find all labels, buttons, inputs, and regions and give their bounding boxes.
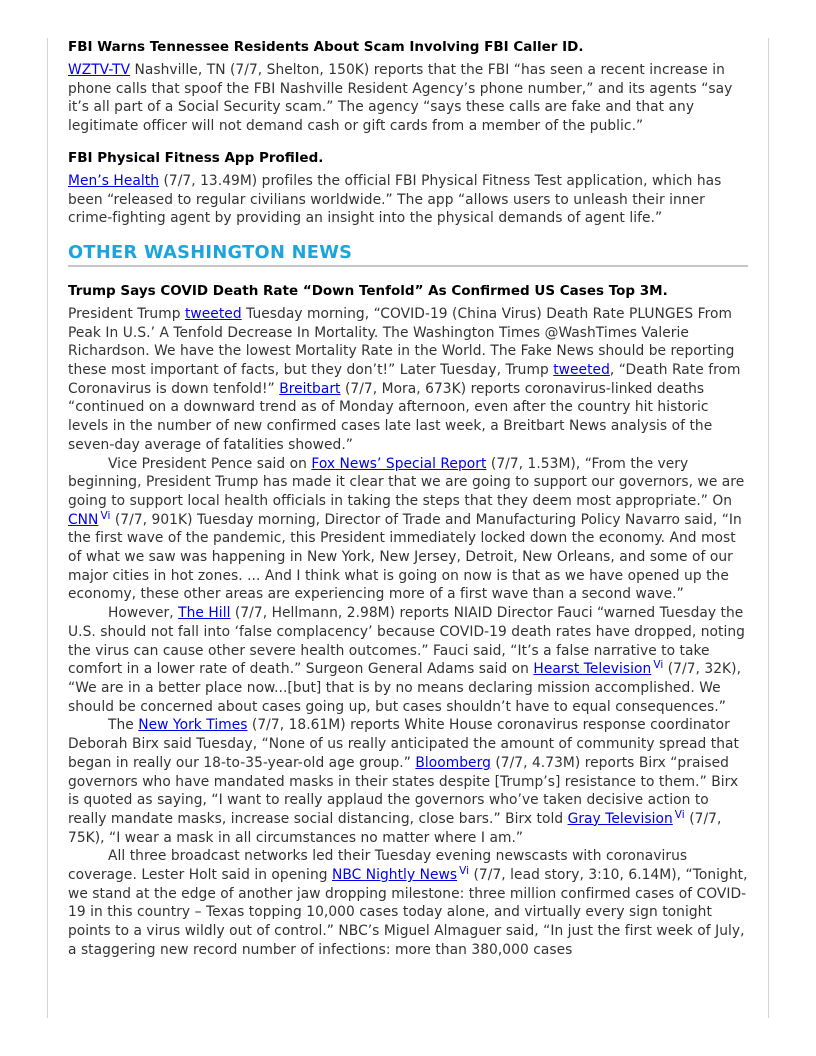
- link-fox-news[interactable]: Fox News’ Special Report: [311, 455, 487, 472]
- right-margin-rule: [768, 38, 769, 1018]
- video-clip-icon[interactable]: Vi: [459, 865, 470, 878]
- link-tweeted-1[interactable]: tweeted: [184, 305, 242, 322]
- video-clip-icon[interactable]: Vi: [100, 509, 111, 522]
- link-breitbart[interactable]: Breitbart: [279, 380, 341, 397]
- story-headline-fitness-app: FBI Physical Fitness App Profiled.: [68, 149, 324, 166]
- paragraph-broadcast-networks: All three broadcast networks led their Tuesday evening newscasts with coronavirus coverage. Lester Holt said in opening NBC Nightly News $^{Vi}$ (7/7, lead story, 3:10, 6.14M), “Tonight, we stand at the edge of another jaw dropping milestone: three million confirmed cases of COVID-19 in this country – Texas topping 10,000 cases today alone, and virtually every sign tonight points to a virus wildly out of control.” NBC’s Miguel Almaguer said, “In just the first week of July, a staggering new record number of infections: more than 380,000 cases: [68, 848, 748, 958]
- video-clip-icon[interactable]: Vi: [653, 659, 664, 672]
- story-headline-fbi-scam: FBI Warns Tennessee Residents About Scam Involving FBI Caller ID.: [68, 39, 584, 55]
- link-hearst-television[interactable]: Hearst Television: [533, 661, 652, 678]
- link-the-hill[interactable]: The Hill: [178, 605, 231, 622]
- link-bloomberg[interactable]: Bloomberg: [415, 754, 491, 771]
- left-margin-rule: [47, 38, 48, 1018]
- link-tweeted-2[interactable]: tweeted: [553, 362, 610, 379]
- link-new-york-times[interactable]: New York Times: [138, 717, 248, 734]
- story-body-fbi-scam: WZTV-TV Nashville, TN (7/7, Shelton, 150K) reports that the FBI “has seen a recent increase in phone calls that spoof the FBI Nashville Resident Agency’s phone number,” and its agents “say it’s all part of a Social Security scam.” The agency “says these calls are fake and that any legitimate officer will not demand cash or gift cards from a member of the public.”: [68, 62, 733, 135]
- link-nbc-nightly-news[interactable]: NBC Nightly News: [331, 867, 458, 884]
- section-divider: [68, 265, 748, 267]
- page-content: [68, 38, 748, 960]
- link-wztv[interactable]: WZTV-TV: [68, 62, 131, 78]
- section-header: [68, 242, 748, 267]
- paragraph-pence-navarro: Vice President Pence said on Fox News’ Special Report (7/7, 1.53M), “From the very beginning, President Trump has made it clear that we are going to support our governors, we are going to support local health officials in taking the steps that they deem most appropriate.” On CNN $^{Vi}$ (7/7, 901K) Tuesday morning, Director of Trade and Manufacturing Policy Navarro said, “In the first wave of the pandemic, this President immediately locked down the economy. And most of what we saw was happening in New York, New Jersey, Detroit, New Orleans, and some of our major cities in hot zones. ... And I think what is going on now is that as we have opened up the economy, these other areas are experiencing more of a first wave than a second wave.”: [68, 455, 745, 603]
- paragraph-trump-tweets: President Trump tweeted Tuesday morning, “COVID-19 (China Virus) Death Rate PLUNGES From Peak In U.S.’ A Tenfold Decrease In Mortality. The Washington Times @WashTimes Valerie Richardson. We have the lowest Mortality Rate in the World. The Fake News should be reporting these most important of facts, but they don’t!” Later Tuesday, Trump tweeted, “Death Rate from Coronavirus is down tenfold!” Breitbart (7/7, Mora, 673K) reports coronavirus-linked deaths “continued on a downward trend as of Monday afternoon, even after the country hit historic levels in the number of new confirmed cases late last week, a Breitbart News analysis of the seven-day average of fatalities showed.”: [68, 305, 741, 453]
- video-clip-icon[interactable]: Vi: [674, 808, 685, 821]
- link-cnn[interactable]: CNN: [68, 511, 99, 528]
- section-title: OTHER WASHINGTON NEWS: [68, 241, 353, 263]
- link-mens-health[interactable]: Men’s Health: [68, 172, 160, 189]
- story-body-fitness-app: Men’s Health (7/7, 13.49M) profiles the official FBI Physical Fitness Test application, which has been “released to regular civilians worldwide.” The app “allows users to unleash their inner crime-fighting agent by providing an insight into the physical demands of agent life.”: [68, 172, 722, 227]
- link-gray-television[interactable]: Gray Television: [567, 810, 673, 827]
- story-headline-covid-death-rate: Trump Says COVID Death Rate “Down Tenfold” As Confirmed US Cases Top 3M.: [68, 282, 668, 299]
- paragraph-fauci-adams: However, The Hill (7/7, Hellmann, 2.98M) reports NIAID Director Fauci “warned Tuesday the U.S. should not fall into ‘false complacency’ because COVID-19 death rates have dropped, noting the virus can cause other severe health outcomes.” Fauci said, “It’s a false narrative to take comfort in a lower rate of death.” Surgeon General Adams said on Hearst Television $^{Vi}$ (7/7, 32K), “We are in a better place now...[but] that is by no means declaring mission accomplished. We should be concerned about cases going up, but cases shouldn’t have to equal consequences.”: [68, 605, 745, 715]
- paragraph-birx: The New York Times (7/7, 18.61M) reports White House coronavirus response coordinator Deborah Birx said Tuesday, “None of us really anticipated the amount of community spread that began in really our 18-to-35-year-old age group.” Bloomberg (7/7, 4.73M) reports Birx “praised governors who have mandated masks in their states despite [Trump’s] resistance to them.” Birx is quoted as saying, “I want to really applaud the governors who’ve taken decisive action to really mandate masks, increase social distancing, close bars.” Birx told Gray Television $^{Vi}$ (7/7, 75K), “I wear a mask in all circumstances no matter where I am.”: [68, 717, 740, 846]
